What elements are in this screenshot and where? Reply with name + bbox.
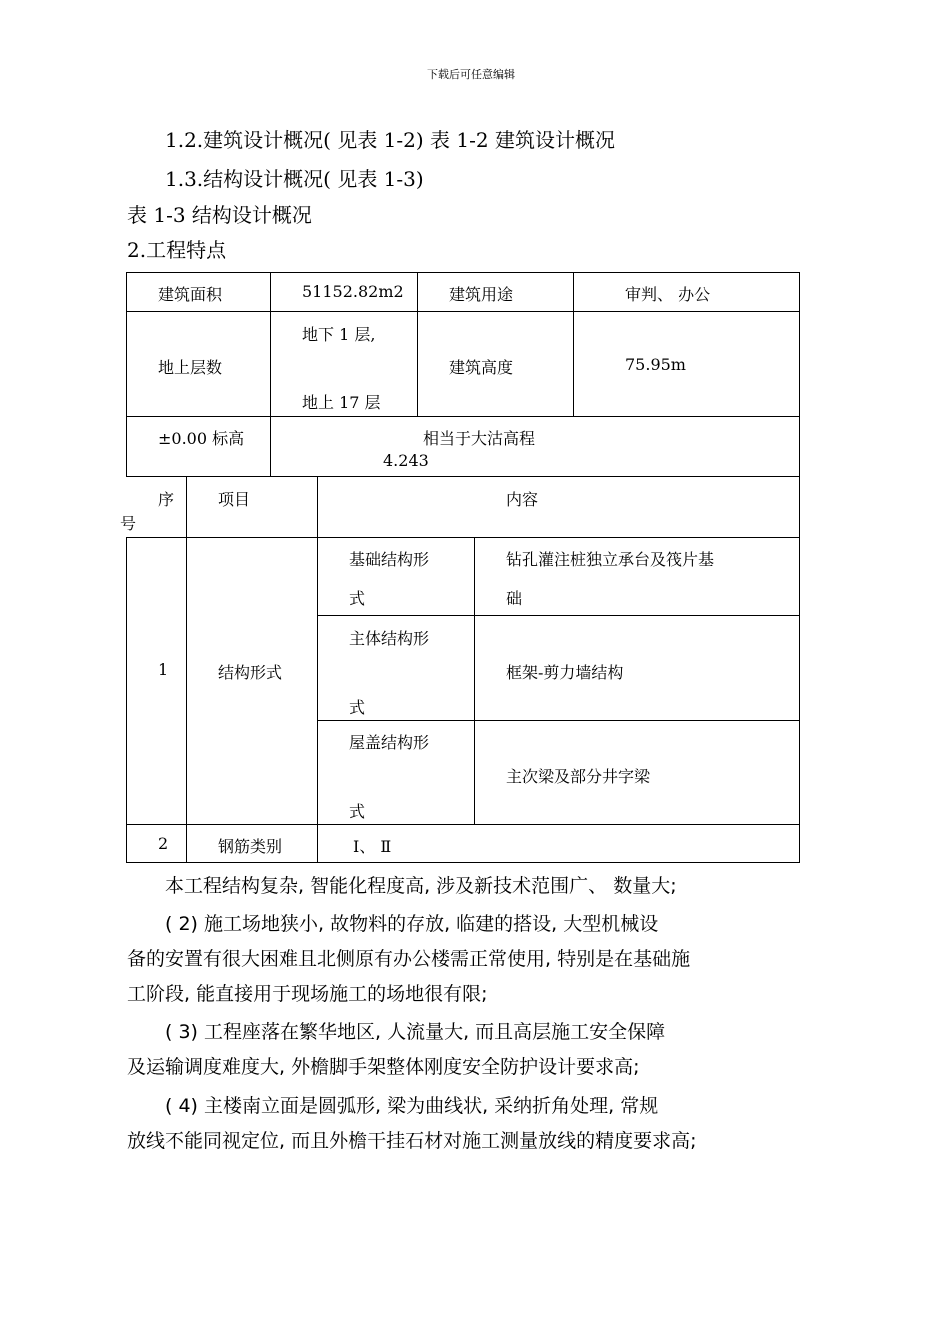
header-seq-cont: 号 <box>120 514 137 533</box>
header-item: 项目 <box>218 490 251 509</box>
cell-elevation-label: ±0.00 标高 <box>158 429 245 448</box>
cell-height-value: 75.95m <box>625 355 686 374</box>
cell-building-use-value: 审判、 办公 <box>625 285 711 304</box>
cell-building-area-value: 51152.82m2 <box>302 282 404 301</box>
paragraph-3-line-1: ( 3) 工程座落在繁华地区, 人流量大, 而且高层施工安全保障 <box>165 1021 666 1043</box>
paragraph-4-line-1: ( 4) 主楼南立面是圆弧形, 梁为曲线状, 采纳折角处理, 常规 <box>165 1095 659 1117</box>
sub1-label-cont: 式 <box>349 589 366 608</box>
row2-item: 钢筋类别 <box>218 837 283 856</box>
paragraph-1: 本工程结构复杂, 智能化程度高, 涉及新技术范围广、 数量大; <box>165 875 677 897</box>
sub3-label-cont: 式 <box>349 802 366 821</box>
heading-building-design: 1.2.建筑设计概况( 见表 1-2) 表 1-2 建筑设计概况 <box>165 128 615 152</box>
cell-building-area-label: 建筑面积 <box>158 285 223 304</box>
paragraph-2-line-3: 工阶段, 能直接用于现场施工的场地很有限; <box>127 983 488 1005</box>
sub1-label: 基础结构形 <box>349 550 430 569</box>
cell-floors-aboveground: 地上 17 层 <box>302 393 381 412</box>
sub1-value: 钻孔灌注桩独立承台及筏片基 <box>506 550 715 569</box>
row2-value: Ⅰ、 Ⅱ <box>353 837 392 856</box>
heading-project-features: 2.工程特点 <box>127 238 227 262</box>
cell-floors-underground: 地下 1 层, <box>302 325 376 344</box>
sub3-label: 屋盖结构形 <box>349 733 430 752</box>
sub3-value: 主次梁及部分井字梁 <box>506 767 651 786</box>
sub2-value: 框架-剪力墙结构 <box>506 663 624 682</box>
row1-seq: 1 <box>158 660 169 679</box>
paragraph-4-line-2: 放线不能同视定位, 而且外檐干挂石材对施工测量放线的精度要求高; <box>127 1130 697 1152</box>
row2-seq: 2 <box>158 834 169 853</box>
sub1-value-cont: 础 <box>506 589 523 608</box>
paragraph-2-line-1: ( 2) 施工场地狭小, 故物料的存放, 临建的搭设, 大型机械设 <box>165 913 659 935</box>
paragraph-2-line-2: 备的安置有很大困难且北侧原有办公楼需正常使用, 特别是在基础施 <box>127 948 691 970</box>
header-seq: 序 <box>158 490 175 509</box>
sub2-label-cont: 式 <box>349 698 366 717</box>
sub2-label: 主体结构形 <box>349 629 430 648</box>
header-content: 内容 <box>506 490 539 509</box>
page-header: 下载后可任意编辑 <box>427 68 515 81</box>
cell-building-use-label: 建筑用途 <box>449 285 514 304</box>
table-caption-1-3: 表 1-3 结构设计概况 <box>127 203 312 227</box>
cell-floors-label: 地上层数 <box>158 358 223 377</box>
heading-structure-design: 1.3.结构设计概况( 见表 1-3) <box>165 167 424 191</box>
cell-elevation-value-number: 4.243 <box>383 451 429 470</box>
cell-height-label: 建筑高度 <box>449 358 514 377</box>
cell-elevation-value: 相当于大沽高程 <box>423 429 536 448</box>
paragraph-3-line-2: 及运输调度难度大, 外檐脚手架整体刚度安全防护设计要求高; <box>127 1056 640 1078</box>
row1-item: 结构形式 <box>218 663 283 682</box>
